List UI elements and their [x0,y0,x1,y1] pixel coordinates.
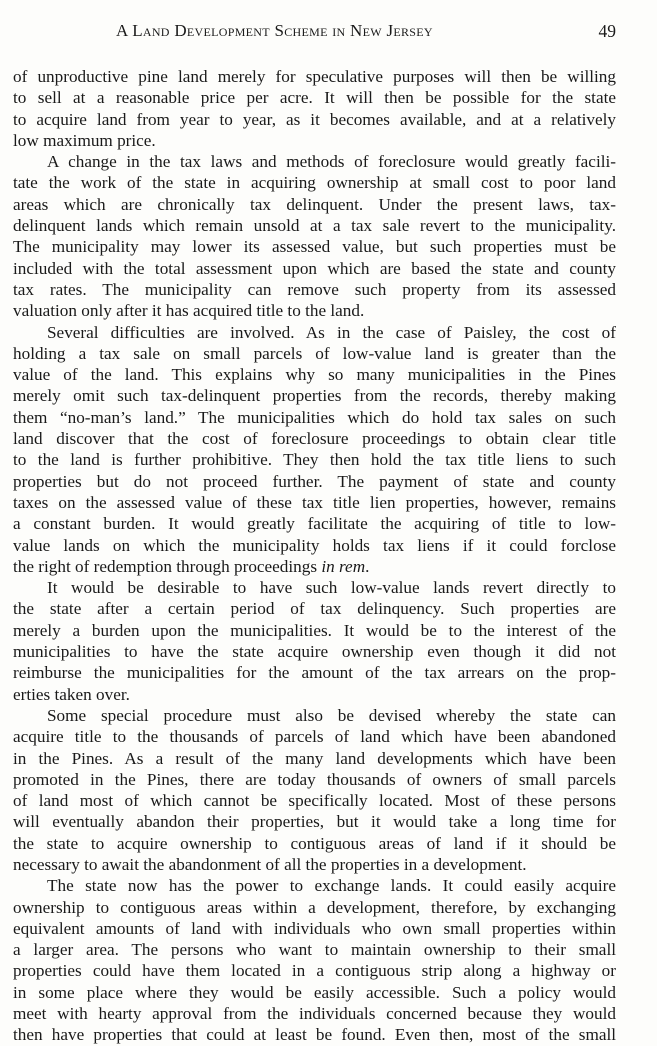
text-line: merely a burden upon the municipalities. It would be to the interest of the [13,620,616,640]
paragraph [13,322,616,578]
text-line: the right of redemption through proceedings in rem. [13,556,370,576]
paragraph [13,875,616,1045]
text-line: valuation only after it has acquired title to the land. [13,301,365,321]
text-line: It would be desirable to have such low-value lands revert directly to [47,578,616,598]
text-line: A change in the tax laws and methods of foreclosure would greatly facili- [47,152,616,172]
text-line: equivalent amounts of land with individuals who own small properties within [13,918,616,938]
text-line: then have properties that could at least be found. Even then, most of the small [13,1025,616,1045]
text-line: the state after a certain period of tax delinquency. Such properties are [13,599,616,619]
text-line: properties but do not proceed further. The payment of state and county [13,471,616,491]
text-line: the state to acquire ownership to contiguous areas of land if it should be [13,833,616,853]
text-line: them “no-man’s land.” The municipalities which do hold tax sales on such [13,407,616,427]
text-line: The municipality may lower its assessed value, but such properties must be [13,237,616,257]
text-line: a constant burden. It would greatly facilitate the acquiring of title to low- [13,514,616,534]
text-line: Several difficulties are involved. As in the case of Paisley, the cost of [47,322,616,342]
text-line: meet with hearty approval from the individuals concerned because they would [13,1004,616,1024]
page-number: 49 [598,21,616,41]
text-line: The state now has the power to exchange lands. It could easily acquire [47,876,616,896]
paragraph [13,66,616,151]
text-line: in some place where they would be easily accessible. Such a policy would [13,982,616,1002]
text-line: of land most of which cannot be specifically located. Most of these persons [13,791,616,811]
text-line: municipalities to have the state acquire ownership even though it did not [13,642,616,662]
text-line: merely omit such tax-delinquent properties from the records, thereby making [13,386,616,406]
body-text [13,66,616,1046]
text-line: reimburse the municipalities for the amount of the tax arrears on the prop- [13,663,616,683]
text-line: acquire title to the thousands of parcels of land which have been abandoned [13,727,616,747]
text-line: to sell at a reasonable price per acre. It will then be possible for the state [13,88,616,108]
text-line: tate the work of the state in acquiring ownership at small cost to poor land [13,173,616,193]
text-line: promoted in the Pines, there are today thousands of owners of small parcels [13,769,616,789]
text-line: in the Pines. As a result of the many land developments which have been [13,748,616,768]
text-line: a larger area. The persons who want to maintain ownership to their small [13,940,616,960]
text-line: will eventually abandon their properties, but it would take a long time for [13,812,616,832]
text-line: properties could have them located in a contiguous strip along a highway or [13,961,616,981]
text-line: erties taken over. [13,684,130,704]
text-line: delinquent lands which remain unsold at a tax sale revert to the municipality. [13,216,616,236]
text-line: necessary to await the abandonment of all the properties in a development. [13,854,527,874]
running-head [0,21,657,45]
text-line: to acquire land from year to year, as it becomes available, and at a relatively [13,109,616,129]
text-line: tax rates. The municipality can remove such property from its assessed [13,279,616,299]
text-line: taxes on the assessed value of these tax title lien properties, however, remains [13,492,616,512]
text-line: value of the land. This explains why so many municipalities in the Pines [13,365,616,385]
text-line: ownership to contiguous areas within a development, therefore, by exchanging [13,897,616,917]
text-line: value lands on which the municipality holds tax liens if it could forclose [13,535,616,555]
paragraph [13,577,616,705]
text-line: included with the total assessment upon which are based the state and county [13,258,616,278]
running-title: A Land Development Scheme in New Jersey [116,21,433,40]
text-line: areas which are chronically tax delinquent. Under the present laws, tax- [13,194,616,214]
text-line: Some special procedure must also be devised whereby the state can [47,705,616,725]
paragraph [13,151,616,321]
text-line: low maximum price. [13,130,156,150]
text-line: to the land is further prohibitive. They then hold the tax title liens to such [13,450,616,470]
text-line: land discover that the cost of foreclosure proceedings to obtain clear title [13,429,616,449]
paragraph [13,705,616,875]
text-line: of unproductive pine land merely for speculative purposes will then be willing [13,67,616,86]
text-line: holding a tax sale on small parcels of low-value land is greater than the [13,343,616,363]
italic-term: in rem [321,556,366,576]
